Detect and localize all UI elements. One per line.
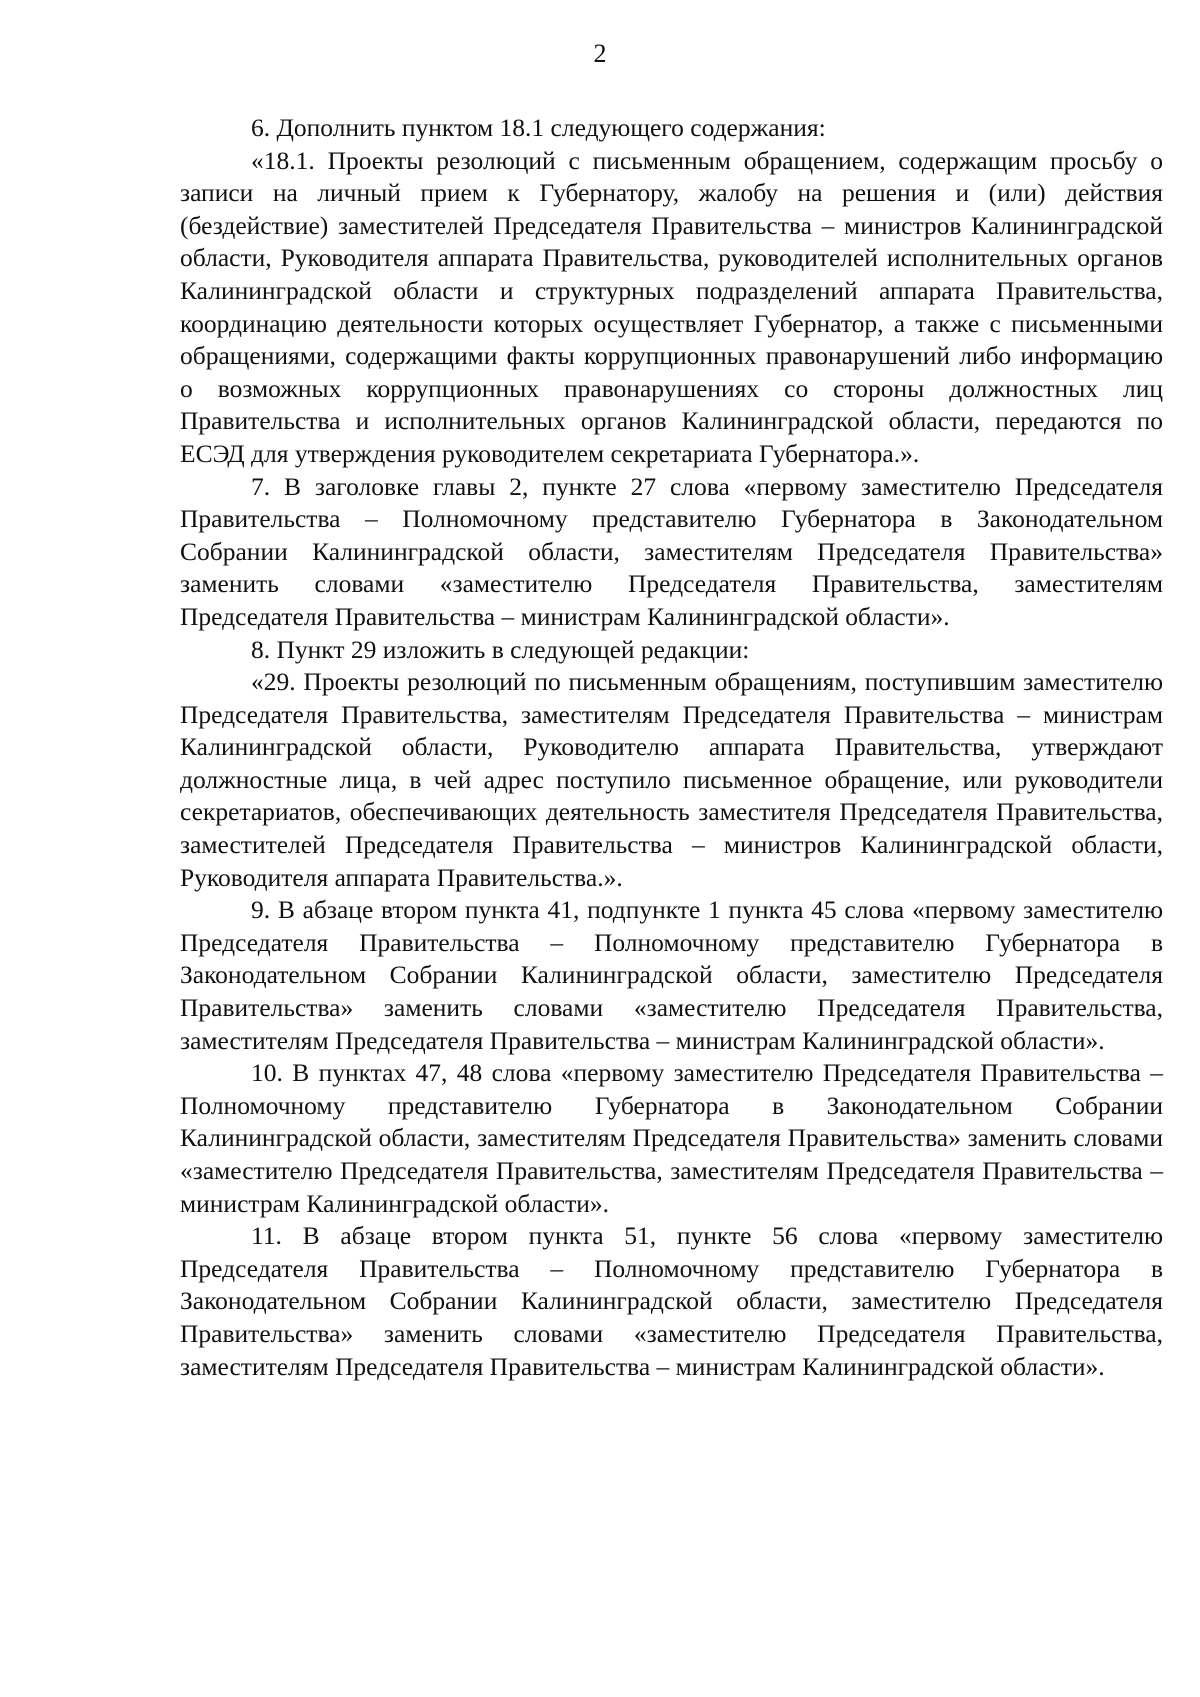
paragraph-item-9: 9. В абзаце втором пункта 41, подпункте 1 пункта 45 слова «первому заместителю Председателя Правительства – Полномочному представителю Губернатора в Законодательном Собрании Калининградской области, заместителю Председателя Правительства» заменить словами «заместителю Председателя Правительства, заместителям Председателя Правительства – министрам Калининградской области». <box>180 895 1163 1055</box>
document-body <box>180 112 1163 1383</box>
paragraph-clause-29: «29. Проекты резолюций по письменным обращениям, поступившим заместителю Председателя Правительства, заместителям Председателя Правительства – министрам Калининградской области, Руководителю аппарата Правительства, утверждают должностные лица, в чей адрес поступило письменное обращение, или руководители секретариатов, обеспечивающих деятельность заместителя Председателя Правительства, заместителей Председателя Правительства – министров Калининградской области, Руководителя аппарата Правительства.». <box>180 667 1163 892</box>
paragraph-item-7: 7. В заголовке главы 2, пункте 27 слова «первому заместителю Председателя Правительства – Полномочному представителю Губернатора в Законодательном Собрании Калининградской области, заместителям Председателя Правительства» заменить словами «заместителю Председателя Правительства, заместителям Председателя Правительства – министрам Калининградской области». <box>180 471 1163 631</box>
paragraph-item-8: 8. Пункт 29 изложить в следующей редакции: <box>251 634 750 664</box>
paragraph-item-10: 10. В пунктах 47, 48 слова «первому заместителю Председателя Правительства – Полномочному представителю Губернатора в Законодательном Собрании Калининградской области, заместителям Председателя Правительства» заменить словами «заместителю Председателя Правительства, заместителям Председателя Правительства – министрам Калининградской области». <box>180 1058 1163 1218</box>
page-number: 2 <box>593 39 607 68</box>
paragraph-item-6: 6. Дополнить пунктом 18.1 следующего содержания: <box>251 113 826 142</box>
paragraph-clause-18-1: «18.1. Проекты резолюций с письменным обращением, содержащим просьбу о записи на личный прием к Губернатору, жалобу на решения и (или) действия (бездействие) заместителей Председателя Правительства – министров Калининградской области, Руководителя аппарата Правительства, руководителей исполнительных органов Калининградской области и структурных подразделений аппарата Правительства, координацию деятельности которых осуществляет Губернатор, а также с письменными обращениями, содержащими факты коррупционных правонарушений либо информацию о возможных коррупционных правонарушениях со стороны должностных лиц Правительства и исполнительных органов Калининградской области, передаются по ЕСЭД для утверждения руководителем секретариата Губернатора.». <box>180 145 1163 468</box>
paragraph-item-11: 11. В абзаце втором пункта 51, пункте 56 слова «первому заместителю Председателя Правительства – Полномочному представителю Губернатора в Законодательном Собрании Калининградской области, заместителю Председателя Правительства» заменить словами «заместителю Председателя Правительства, заместителям Председателя Правительства – министрам Калининградской области». <box>180 1221 1163 1381</box>
